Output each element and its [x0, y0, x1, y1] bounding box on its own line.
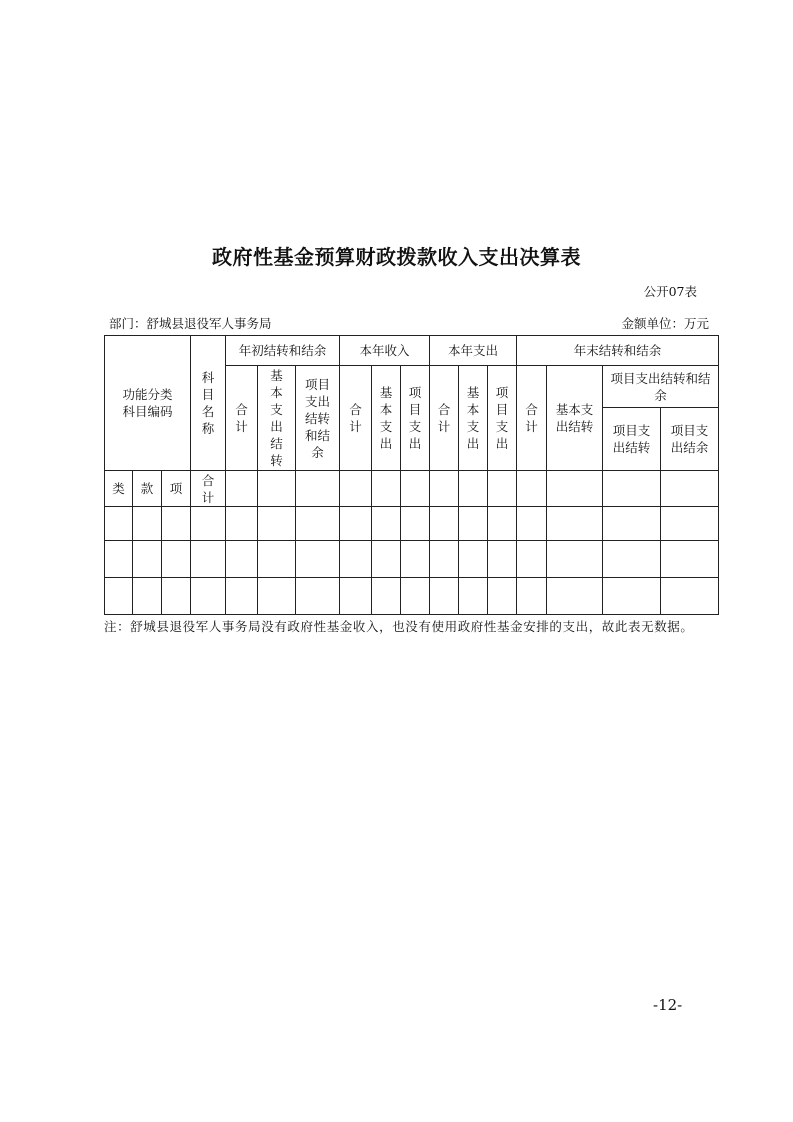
footnote: 注：舒城县退役军人事务局没有政府性基金收入，也没有使用政府性基金安排的支出，故此表无数据。 [104, 619, 694, 634]
end-project-group-header: 项目支出结转和结余 [603, 366, 719, 408]
page-number: -12- [653, 996, 683, 1014]
begin-basic-carry-header: 基本支出结转 [258, 366, 296, 471]
xiang-header: 项 [162, 471, 191, 507]
group-end-header: 年末结转和结余 [517, 336, 719, 366]
table-row [105, 578, 719, 615]
expense-total-header: 合计 [430, 366, 459, 471]
subject-name-header: 科目名称 [191, 336, 226, 471]
table-code: 公开07表 [643, 284, 697, 299]
lei-header: 类 [105, 471, 133, 507]
begin-total-header: 合计 [226, 366, 258, 471]
income-total-header: 合计 [340, 366, 372, 471]
row-total-label: 合计 [191, 471, 226, 507]
table-row [105, 507, 719, 541]
end-total-header: 合计 [517, 366, 547, 471]
budget-table [104, 335, 719, 615]
func-class-header: 功能分类科目编码 [105, 336, 191, 471]
department-label: 部门：舒城县退役军人事务局 [109, 316, 272, 331]
page-title: 政府性基金预算财政拨款收入支出决算表 [212, 245, 581, 269]
end-project-balance-header: 项目支出结余 [661, 408, 719, 471]
income-project-header: 项目支出 [401, 366, 430, 471]
kuan-header: 款 [133, 471, 162, 507]
group-income-header: 本年收入 [340, 336, 430, 366]
expense-project-header: 项目支出 [488, 366, 517, 471]
table-row [105, 541, 719, 578]
group-expense-header: 本年支出 [430, 336, 517, 366]
end-project-carry-header: 项目支出结转 [603, 408, 661, 471]
income-basic-header: 基本支出 [372, 366, 401, 471]
end-basic-carry-header: 基本支出结转 [547, 366, 603, 471]
expense-basic-header: 基本支出 [459, 366, 488, 471]
unit-label: 金额单位：万元 [621, 316, 709, 331]
group-begin-header: 年初结转和结余 [226, 336, 340, 366]
begin-project-carry-balance-header: 项目支出结转和结余 [296, 366, 340, 471]
